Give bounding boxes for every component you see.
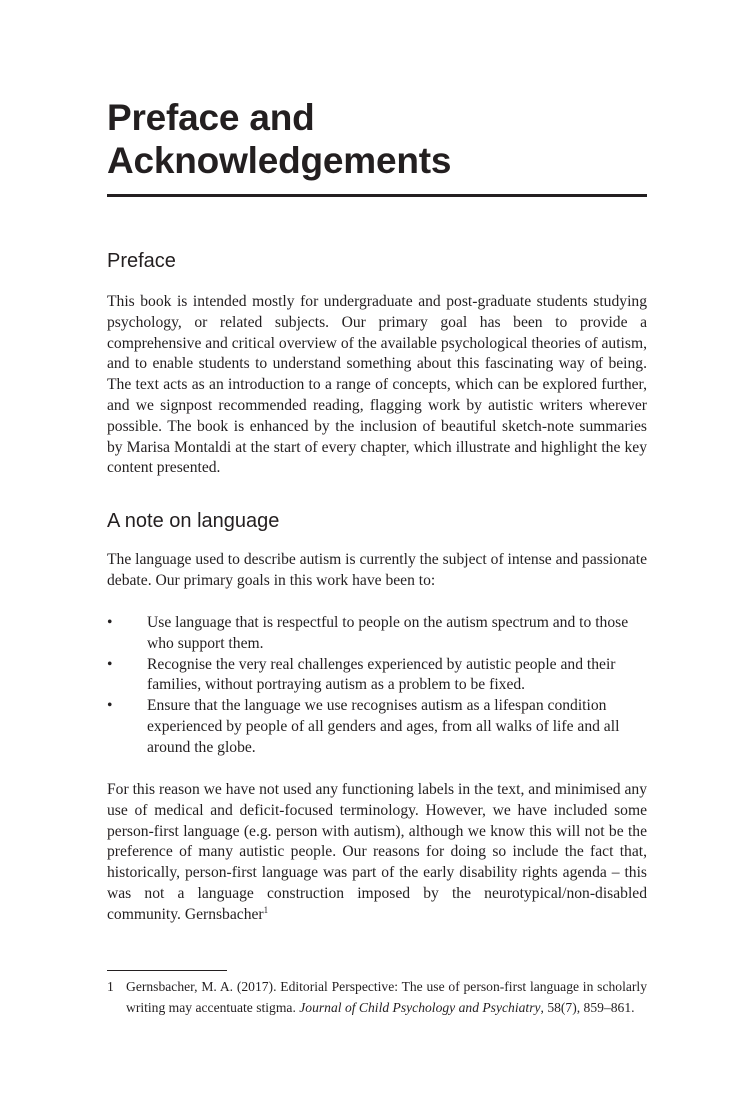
footnote [107, 977, 647, 1018]
footnote-text [107, 977, 647, 1018]
bullet-icon: • [107, 655, 113, 673]
bullet-icon: • [107, 697, 113, 715]
bullet-icon: • [107, 614, 113, 631]
language-goals-list [107, 613, 647, 759]
list-item [107, 655, 647, 697]
footnote-journal: Journal of Child Psychology and Psychiatry [299, 999, 541, 1015]
chapter-title-line-2: Acknowledgements [107, 140, 452, 181]
footnote-citation: Gernsbacher, M. A. (2017). Editorial Perspective: The use of person-first language in scholarly writing may accentuate stigma. [126, 979, 647, 1015]
footnote-divider [107, 970, 227, 971]
chapter-title [107, 96, 647, 182]
preface-paragraph: This book is intended mostly for undergraduate and post-graduate students studying psychology, or related subjects. Our primary goal has been to provide a comprehensive and critical overview of the available psychological theories of autism, and to enable students to understand something about this fascinating way of being. The text acts as an introduction to a range of concepts, which can be explored further, and we signpost recommended reading, flagging work by autistic writers wherever possible. The book is enhanced by the inclusion of beautiful sketch-note summaries by Marisa Montaldi at the start of every chapter, which illustrate and highlight the key content presented. [107, 293, 647, 477]
list-item [107, 613, 647, 655]
list-item [107, 696, 647, 758]
footnote-reference[interactable]: 1 [263, 904, 269, 915]
footnote-number: 1 [107, 979, 114, 994]
language-note-heading: A note on language [107, 510, 280, 532]
list-item-text: Use language that is respectful to people on the autism spectrum and to those who support them. [147, 614, 629, 652]
list-item-text: Recognise the very real challenges experienced by autistic people and their families, without portraying autism as a problem to be fixed. [147, 655, 616, 694]
preface-heading: Preface [107, 250, 176, 272]
title-divider [107, 194, 647, 197]
language-note-intro: The language used to describe autism is currently the subject of intense and passionate debate. Our primary goals in this work have been to: [107, 551, 647, 589]
footnote-pages: , 58(7), 859–861. [540, 999, 635, 1015]
closing-paragraph-text: For this reason we have not used any functioning labels in the text, and minimised any use of medical and deficit-focused terminology. However, we have included some person-first language (e.g. person with autism), although we know this will not be the preference of many autistic people. Our reasons for doing so include the fact that, historically, person-first language was part of the early disability rights agenda – this was not a language construction imposed by the neurotypical/non-disabled community. Gernsbacher [107, 781, 647, 923]
list-item-text: Ensure that the language we use recognises autism as a lifespan condition experienced by people of all genders and ages, from all walks of life and all around the globe. [147, 697, 620, 756]
language-note-closing-paragraph [107, 780, 647, 926]
chapter-title-line-1: Preface and [107, 97, 315, 138]
